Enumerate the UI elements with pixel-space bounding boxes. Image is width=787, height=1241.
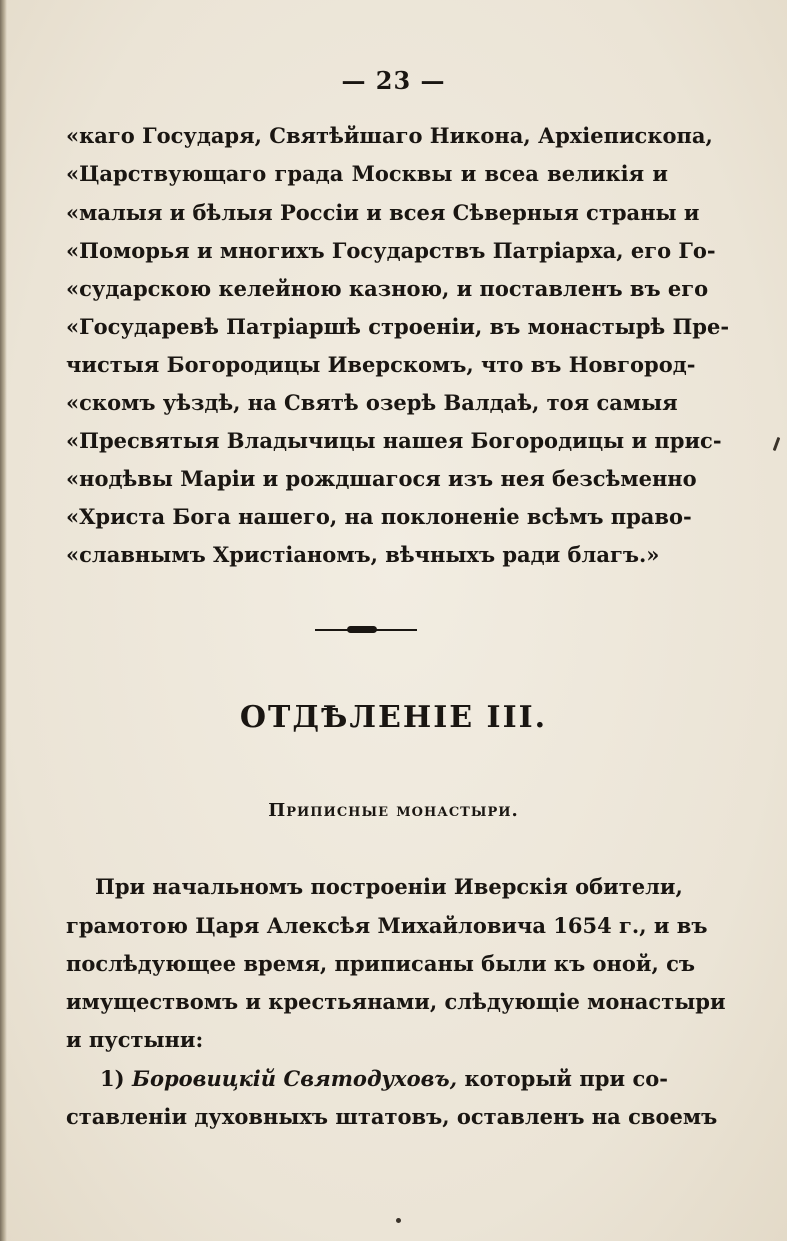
section-heading: ОТДѢЛЕНІЕ III.: [239, 700, 548, 735]
body-line: имуществомъ и крестьянами, слѣдующіе монастыри: [66, 989, 726, 1014]
quote-line: «Поморья и многихъ Государствъ Патріарха, его Го-: [66, 238, 716, 263]
list-item-1-first-line: [100, 1065, 668, 1093]
quote-line: чистыя Богородицы Иверскомъ, что въ Новгород-: [66, 352, 696, 377]
quote-line: «Пресвятыя Владычицы нашея Богородицы и прис-: [66, 428, 722, 453]
list-item-number: 1): [100, 1066, 125, 1091]
page-number: — 23 —: [341, 66, 446, 95]
monastery-name: Боровицкій Святодуховъ,: [132, 1066, 457, 1091]
ink-speck: [773, 437, 781, 451]
quote-line: «малыя и бѣлыя Россіи и всея Сѣверныя страны и: [66, 200, 700, 225]
separator-ornament: [347, 626, 377, 633]
page-binding-edge: [0, 0, 7, 1241]
quote-line: «Царствующаго града Москвы и всеа великія и: [66, 161, 668, 186]
section-subheading: Приписные монастыри.: [268, 800, 519, 821]
body-line: и пустыни:: [66, 1027, 204, 1052]
body-line: При начальномъ построеніи Иверскія обители,: [95, 874, 683, 899]
quote-line: «Государевѣ Патріаршѣ строеніи, въ монастырѣ Пре-: [66, 314, 730, 339]
quote-line: «славнымъ Христіаномъ, вѣчныхъ ради благъ.»: [66, 542, 660, 567]
quote-line: «каго Государя, Святѣйшаго Никона, Архіепископа,: [66, 123, 713, 148]
list-item-text: который при со-: [464, 1066, 668, 1091]
list-item-1-second-line: ставленіи духовныхъ штатовъ, оставленъ на своемъ: [66, 1104, 718, 1129]
ink-speck: [396, 1218, 401, 1223]
quote-line: «скомъ уѣздѣ, на Святѣ озерѣ Валдаѣ, тоя самыя: [66, 390, 678, 415]
quote-line: «Христа Бога нашего, на поклоненіе всѣмъ право-: [66, 504, 692, 529]
body-line: послѣдующее время, приписаны были къ оной, съ: [66, 951, 695, 976]
quote-line: «сударскою келейною казною, и поставленъ въ его: [66, 276, 709, 301]
quote-line: «нодѣвы Маріи и рождшагося изъ нея безсѣменно: [66, 466, 697, 491]
body-line: грамотою Царя Алексѣя Михайловича 1654 г., и въ: [66, 913, 708, 938]
